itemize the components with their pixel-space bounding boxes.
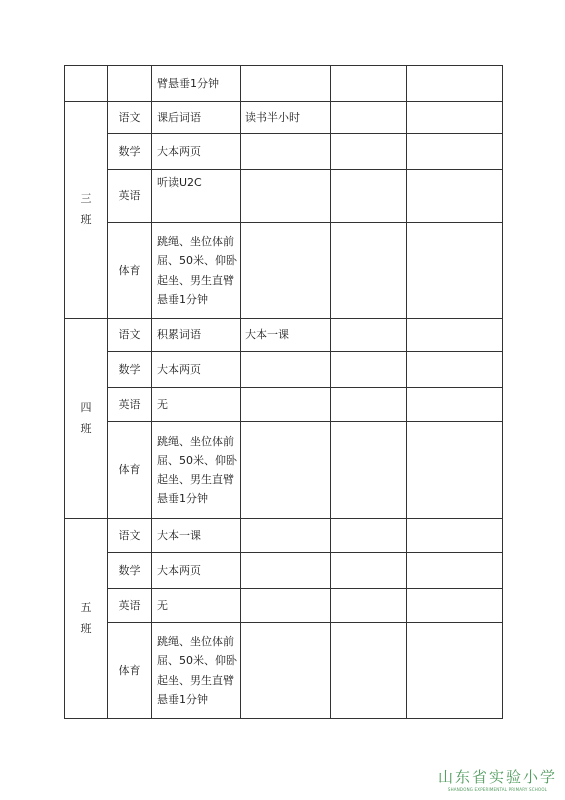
extra-cell: 大本一课 [241,319,331,352]
school-logo [438,766,557,792]
task-cell: 跳绳、坐位体前屈、50米、仰卧起坐、男生直臂悬垂1分钟 [152,223,241,319]
table-row [65,223,503,319]
extra-cell [407,553,503,589]
school-logo-name: 山东省实验小学 [437,768,557,786]
table-row [65,102,503,134]
extra-cell [407,319,503,352]
task-cell: 无 [152,589,241,623]
task-cell: 无 [152,388,241,422]
class-label: 五班 [80,600,92,635]
extra-cell [241,388,331,422]
extra-cell [241,553,331,589]
extra-cell [241,623,331,719]
extra-cell [331,388,407,422]
extra-cell [407,66,503,102]
extra-cell: 读书半小时 [241,102,331,134]
subject-cell: 数学 [108,553,152,589]
extra-cell [241,66,331,102]
extra-cell [331,319,407,352]
subject-cell: 数学 [108,134,152,170]
class-label-cell [65,519,108,719]
extra-cell [331,102,407,134]
extra-cell [331,623,407,719]
task-cell: 大本一课 [152,519,241,553]
subject-cell: 体育 [108,623,152,719]
subject-cell: 英语 [108,170,152,223]
table-row [65,134,503,170]
extra-cell [407,388,503,422]
extra-cell [331,422,407,519]
table-row [65,388,503,422]
extra-cell [407,170,503,223]
task-cell: 大本两页 [152,134,241,170]
extra-cell [241,422,331,519]
class-label: 四班 [80,400,92,435]
class-label: 三班 [80,192,92,226]
task-cell: 积累词语 [152,319,241,352]
table-row [65,589,503,623]
subject-cell: 英语 [108,388,152,422]
task-cell: 听读U2C [152,170,241,223]
extra-cell [407,623,503,719]
table-row [65,319,503,352]
task-cell: 跳绳、坐位体前屈、50米、仰卧起坐、男生直臂悬垂1分钟 [152,422,241,519]
task-cell: 大本两页 [152,352,241,388]
extra-cell [407,589,503,623]
class-label-cell [65,319,108,519]
class-label-cell [65,102,108,319]
extra-cell [407,519,503,553]
extra-cell [407,223,503,319]
task-cell: 课后词语 [152,102,241,134]
extra-cell [241,519,331,553]
class-cell [65,66,108,102]
table-row [65,66,503,102]
subject-cell: 语文 [108,319,152,352]
task-cell: 臂悬垂1分钟 [152,66,241,102]
extra-cell [331,134,407,170]
subject-cell: 体育 [108,422,152,519]
extra-cell [331,352,407,388]
extra-cell [331,170,407,223]
table-row [65,623,503,719]
table-row [65,553,503,589]
school-logo-english: SHANDONG EXPERIMENTAL PRIMARY SCHOOL [447,787,548,792]
extra-cell [407,422,503,519]
extra-cell [331,223,407,319]
task-cell: 跳绳、坐位体前屈、50米、仰卧起坐、男生直臂悬垂1分钟 [152,623,241,719]
extra-cell [331,553,407,589]
homework-table [64,65,503,719]
extra-cell [241,223,331,319]
table-row [65,422,503,519]
subject-cell: 英语 [108,589,152,623]
extra-cell [241,352,331,388]
extra-cell [407,352,503,388]
subject-cell: 语文 [108,102,152,134]
extra-cell [331,589,407,623]
subject-cell [108,66,152,102]
extra-cell [407,102,503,134]
table-row [65,352,503,388]
extra-cell [241,170,331,223]
extra-cell [407,134,503,170]
extra-cell [331,66,407,102]
subject-cell: 语文 [108,519,152,553]
table-row [65,519,503,553]
extra-cell [241,134,331,170]
extra-cell [331,519,407,553]
task-cell: 大本两页 [152,553,241,589]
subject-cell: 体育 [108,223,152,319]
extra-cell [241,589,331,623]
subject-cell: 数学 [108,352,152,388]
table-row [65,170,503,223]
